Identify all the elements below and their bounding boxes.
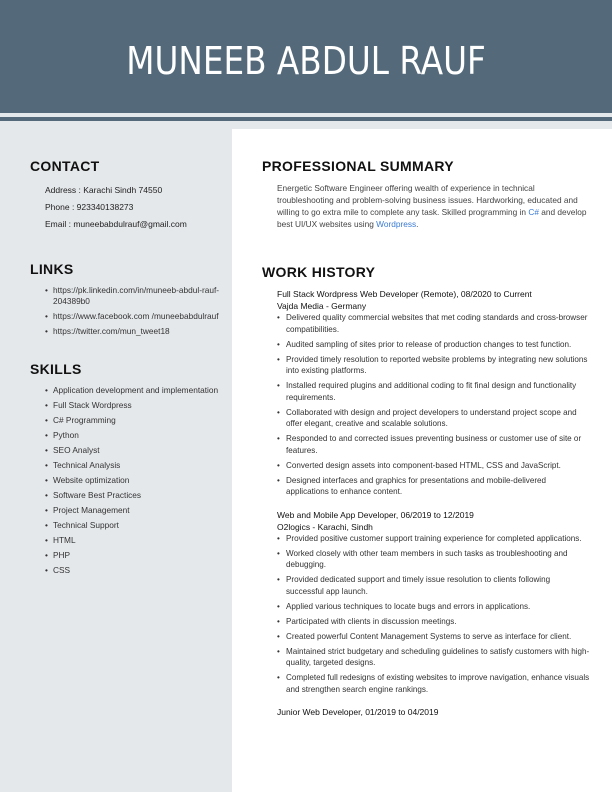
- links-section: [30, 261, 220, 337]
- job-bullet: • Converted design assets into component-based HTML, CSS and JavaScript.: [277, 460, 590, 472]
- skill-item: • C# Programming: [45, 415, 220, 426]
- summary-part: Energetic Software Engineer offering wealth of experience in technical troubleshooting and problem-solving business issues. Hardworking, educated and willing to go extra mile to complete any task. Skilled programming in: [277, 183, 578, 217]
- work-heading: WORK HISTORY: [262, 264, 376, 280]
- job-bullet: • Collaborated with design and project developers to understand project scope and offer elegant, creative and scalable solutions.: [277, 407, 590, 430]
- job-bullet: • Designed interfaces and graphics for presentations and mobile-delivered applications to enhance content.: [277, 475, 590, 498]
- job-entry: [277, 706, 590, 718]
- skill-item: • Website optimization: [45, 475, 220, 486]
- skills-heading: SKILLS: [30, 361, 82, 377]
- skill-item: • PHP: [45, 550, 220, 561]
- candidate-name: MUNEEB ABDUL RAUF: [126, 38, 486, 83]
- skill-item: • CSS: [45, 565, 220, 576]
- job-title: Web and Mobile App Developer, 06/2019 to 12/2019: [277, 509, 474, 520]
- job-bullet: • Responded to and corrected issues preventing business or customer use of site or features.: [277, 433, 590, 456]
- skill-item: • Project Management: [45, 505, 220, 516]
- job-bullet: • Provided positive customer support training experience for completed applications.: [277, 533, 590, 545]
- contact-section: [30, 158, 220, 233]
- job-bullet: • Maintained strict budgetary and scheduling guidelines to satisfy customers with high-quality, targeted designs.: [277, 646, 590, 669]
- phone: Phone : 923340138273: [45, 202, 134, 212]
- summary-part: and develop best UI/UX websites using: [277, 207, 587, 229]
- job-bullet: • Applied various techniques to locate bugs and errors in applications.: [277, 601, 590, 613]
- wordpress-link[interactable]: Wordpress: [376, 219, 417, 229]
- csharp-link[interactable]: C#: [528, 207, 539, 217]
- link-facebook[interactable]: • https://www.facebook.com /muneebabdulrauf: [45, 311, 220, 322]
- links-heading: LINKS: [30, 261, 74, 277]
- job-title: Junior Web Developer, 01/2019 to 04/2019: [277, 707, 439, 717]
- skill-item: • Software Best Practices: [45, 490, 220, 501]
- summary-heading: PROFESSIONAL SUMMARY: [262, 158, 454, 174]
- job-entry: [277, 509, 590, 696]
- header: [0, 0, 612, 113]
- sidebar: [30, 158, 220, 600]
- skill-item: • Technical Support: [45, 520, 220, 531]
- job-company: O2logics - Karachi, Sindh: [277, 521, 373, 532]
- email: Email : muneebabdulrauf@gmail.com: [45, 219, 187, 229]
- skills-section: [30, 361, 220, 576]
- job-bullet: • Installed required plugins and additional coding to fit final design and functionality requirements.: [277, 380, 590, 403]
- job-bullet: • Provided timely resolution to reported website problems by integrating new solutions into existing platforms.: [277, 354, 590, 377]
- skill-item: • Application development and implementation: [45, 385, 220, 396]
- contact-heading: CONTACT: [30, 158, 100, 174]
- link-twitter[interactable]: • https://twitter.com/mun_tweet18: [45, 326, 220, 337]
- job-bullet: • Worked closely with other team members in such tasks as troubleshooting and debugging.: [277, 548, 590, 571]
- summary-part: .: [416, 219, 419, 229]
- job-bullet: • Provided dedicated support and timely issue resolution to clients following successful app launch.: [277, 574, 590, 597]
- job-bullet: • Created powerful Content Management Systems to serve as interface for client.: [277, 631, 590, 643]
- job-bullet: • Delivered quality commercial websites that met coding standards and cross-browser compatibilities.: [277, 312, 590, 335]
- job-bullet: • Audited sampling of sites prior to release of production changes to test function.: [277, 339, 590, 351]
- job-bullet: • Completed full redesigns of existing websites to improve navigation, enhance visuals and strengthen search engine rankings.: [277, 672, 590, 695]
- job-entry: [277, 288, 590, 498]
- skill-item: • Technical Analysis: [45, 460, 220, 471]
- address: Address : Karachi Sindh 74550: [45, 185, 163, 195]
- header-divider: [0, 117, 612, 121]
- skill-item: • HTML: [45, 535, 220, 546]
- skill-item: • SEO Analyst: [45, 445, 220, 456]
- skill-item: • Full Stack Wordpress: [45, 400, 220, 411]
- skill-item: • Python: [45, 430, 220, 441]
- job-company: Vajda Media - Germany: [277, 301, 367, 311]
- job-bullet: • Participated with clients in discussion meetings.: [277, 616, 590, 628]
- summary-text: [277, 182, 590, 230]
- main-content: [232, 129, 612, 792]
- job-title: Full Stack Wordpress Web Developer (Remote), 08/2020 to Current: [277, 289, 532, 299]
- link-linkedin[interactable]: • https://pk.linkedin.com/in/muneeb-abdul-rauf-204389b0: [45, 285, 220, 307]
